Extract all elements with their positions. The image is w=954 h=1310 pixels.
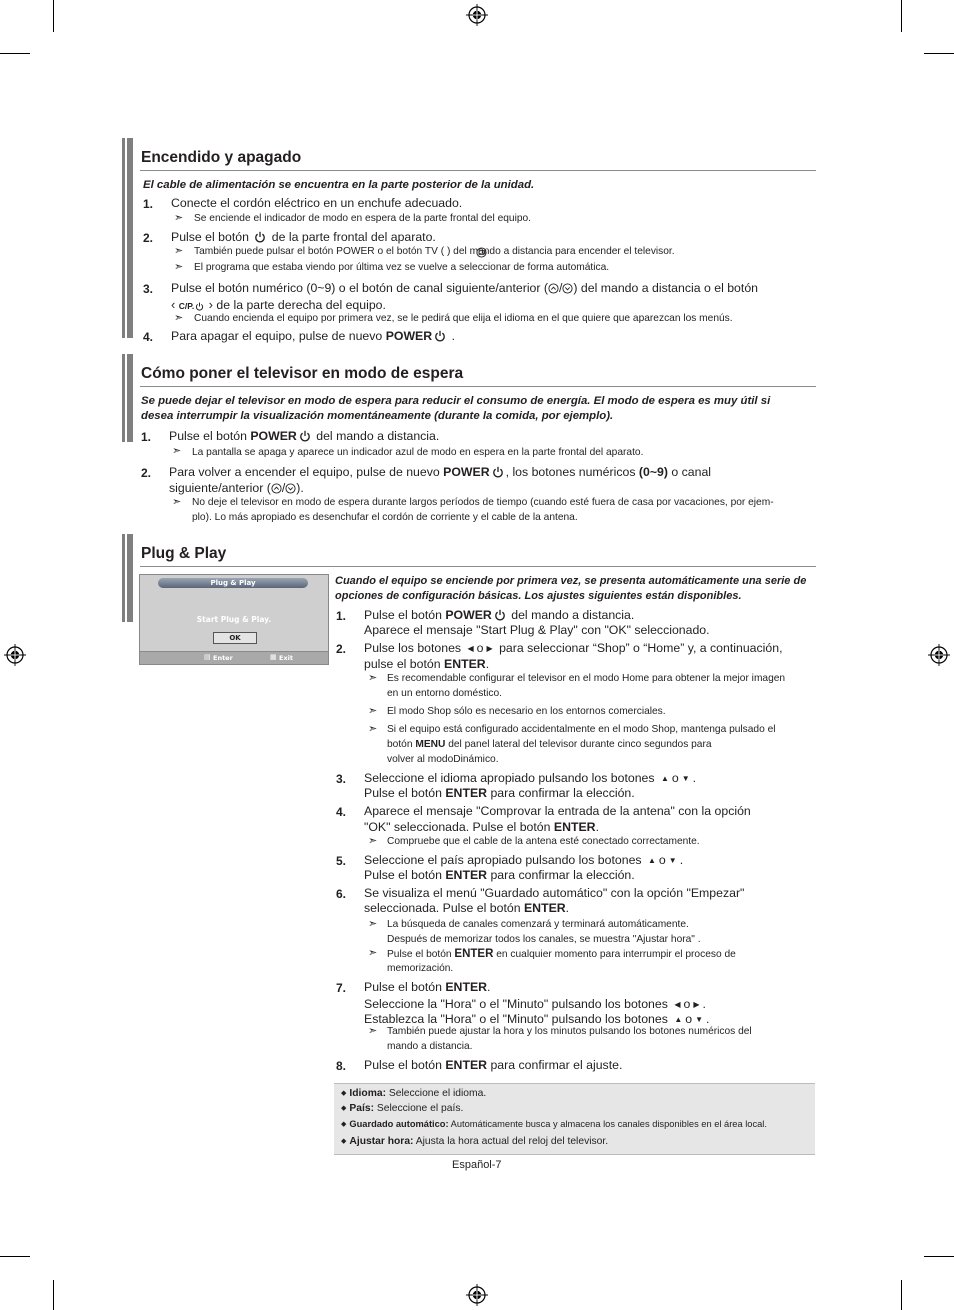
note-arrow-icon: ➣ xyxy=(174,244,184,257)
cp-button-label: C/P. xyxy=(178,301,195,311)
summary-item xyxy=(341,1136,608,1147)
step-text xyxy=(364,641,783,655)
section-intro-line2: opciones de configuración básicas. Los ajustes siguientes están disponibles. xyxy=(335,590,742,602)
step-text xyxy=(364,853,683,867)
step-text-c: o canal xyxy=(671,465,712,479)
step-text-a: Pulse el botón numérico (0~9) o el botón de canal siguiente/anterior ( xyxy=(171,281,548,295)
summary-label: Guardado automático: xyxy=(349,1119,449,1129)
enter-label: ENTER xyxy=(454,948,494,960)
note-text: mando a distancia. xyxy=(387,1041,473,1052)
step-text-e: ). xyxy=(296,481,304,495)
note-text: La búsqueda de canales comenzará y terminará automáticamente. xyxy=(387,919,689,930)
note-text-a: Pulse el botón xyxy=(387,949,452,960)
section-title: Encendido y apagado xyxy=(141,149,302,166)
step-text-b: para seleccionar “Shop” o “Home” y, a continuación, xyxy=(499,641,783,655)
note-text: La pantalla se apaga y aparece un indicador azul de modo en espera en la parte frontal del aparato. xyxy=(192,447,644,458)
step-text-a: Pulse el botón xyxy=(364,980,442,994)
section-header xyxy=(140,138,816,171)
tv-button-icon xyxy=(476,247,487,258)
arrow-down-icon: ▼ xyxy=(695,1015,703,1024)
step-text xyxy=(169,465,711,479)
step-text xyxy=(364,771,696,785)
step-number: 2. xyxy=(336,642,347,656)
step-text-a: Pulse el botón xyxy=(364,1058,442,1072)
arrow-right-icon: ▶ xyxy=(486,644,493,653)
diamond-bullet-icon: ◆ xyxy=(341,1138,347,1145)
step-number: 2. xyxy=(141,466,152,480)
chevron-left-icon: ‹ xyxy=(171,297,176,312)
step-text-c: de la parte derecha del equipo. xyxy=(216,298,386,312)
summary-item xyxy=(341,1103,463,1114)
chevron-right-icon: › xyxy=(208,297,213,312)
power-icon xyxy=(434,330,446,342)
power-icon xyxy=(254,231,266,243)
step-text-b: . xyxy=(451,329,455,343)
step-text-b: para confirmar el ajuste. xyxy=(490,1058,623,1072)
note-arrow-icon: ➣ xyxy=(172,495,182,508)
osd-footer xyxy=(140,651,328,664)
or-text: o xyxy=(685,1012,693,1026)
section-bar xyxy=(122,534,134,622)
summary-text: Automáticamente busca y almacena los canales disponibles en el área local. xyxy=(450,1119,767,1129)
channel-up-icon xyxy=(271,483,282,494)
summary-label: Ajustar hora: xyxy=(349,1136,414,1147)
section-title: Cómo poner el televisor en modo de espera xyxy=(141,365,464,382)
step-number: 4. xyxy=(143,330,154,344)
note-text: No deje el televisor en modo de espera durante largos períodos de tiempo (cuando esté fuera de casa por vacaciones, por ejem- xyxy=(192,497,774,508)
registration-mark-icon xyxy=(466,4,488,26)
or-text: o xyxy=(683,997,691,1011)
note-text: También puede ajustar la hora y los minutos pulsando los botones numéricos del xyxy=(387,1026,752,1037)
step-text xyxy=(171,230,436,244)
note-text xyxy=(387,948,736,960)
note-text: volver al modoDinámico. xyxy=(387,754,499,765)
channel-down-icon xyxy=(285,483,296,494)
enter-label: ENTER xyxy=(445,980,488,994)
osd-title: Plug & Play xyxy=(158,578,308,588)
section-bar xyxy=(122,138,134,338)
section-header xyxy=(140,534,816,567)
step-number: 1. xyxy=(143,197,154,211)
section-header xyxy=(140,354,816,387)
summary-text: Seleccione el país. xyxy=(376,1103,464,1114)
step-number: 6. xyxy=(336,887,347,901)
diamond-bullet-icon: ◆ xyxy=(341,1105,347,1112)
osd-ok-button: OK xyxy=(213,632,257,644)
step-text-b: . xyxy=(692,771,697,785)
arrow-up-icon: ▲ xyxy=(648,856,656,865)
summary-text: Ajusta la hora actual del reloj del televisor. xyxy=(415,1136,609,1147)
step-text: Pulse el botón numérico (0~9) o el botón de canal siguiente/anterior ( / ) del mando a distancia o el botón xyxy=(171,281,758,295)
or-text: o xyxy=(476,641,484,655)
crop-mark xyxy=(53,0,54,32)
enter-label: ENTER xyxy=(445,1058,488,1072)
crop-mark xyxy=(53,1280,54,1310)
step-text-line2: siguiente/anterior ( / ). xyxy=(169,481,304,495)
step-text-a: Pulse el botón xyxy=(364,608,442,622)
arrow-right-icon: ▶ xyxy=(693,1000,700,1009)
osd-plug-play-screen xyxy=(139,574,329,665)
note-arrow-icon: ➣ xyxy=(174,311,184,324)
note-text: Cuando encienda el equipo por primera vez, se le pedirá que elija el idioma en el que quiere que aparezcan los menús. xyxy=(194,313,733,324)
note-arrow-icon: ➣ xyxy=(368,946,378,959)
step-text-d: . xyxy=(595,820,599,834)
numeric-keys-label: (0~9) xyxy=(638,465,668,479)
power-icon xyxy=(494,609,506,621)
step-text-d: . xyxy=(485,657,490,671)
page-number: Español-7 xyxy=(452,1159,502,1171)
or-text: o xyxy=(658,853,666,867)
enter-label: ENTER xyxy=(445,868,488,882)
arrow-up-icon: ▲ xyxy=(660,774,669,783)
step-number: 2. xyxy=(143,231,154,245)
enter-label: ENTER xyxy=(553,820,596,834)
step-text: Conecte el cordón eléctrico en un enchufe adecuado. xyxy=(171,196,463,210)
step-text-a: Pulse el botón xyxy=(169,429,247,443)
note-text-b: en cualquier momento para interrumpir el proceso de xyxy=(496,949,736,960)
step-number: 3. xyxy=(336,772,347,786)
crop-mark xyxy=(0,53,30,54)
power-label: POWER xyxy=(250,429,297,443)
step-text-b: del mando a distancia. xyxy=(316,429,440,443)
step-text xyxy=(364,608,634,622)
crop-mark xyxy=(901,0,902,32)
section-intro-line1: Cuando el equipo se enciende por primera vez, se presenta automáticamente una serie de xyxy=(335,575,807,587)
step-number: 5. xyxy=(336,854,347,868)
step-text-a: Para volver a encender el equipo, pulse de nuevo xyxy=(169,465,440,479)
step-text xyxy=(364,980,490,994)
section-bar xyxy=(122,354,134,442)
arrow-left-icon: ◀ xyxy=(674,1000,681,1009)
note-arrow-icon: ➣ xyxy=(174,211,184,224)
section-intro-line1: Se puede dejar el televisor en modo de espera para reducir el consumo de energía. El modo de espera es muy útil si xyxy=(141,395,771,407)
summary-box xyxy=(334,1083,815,1155)
step-text-c: Pulse el botón xyxy=(364,868,442,882)
crop-mark xyxy=(901,1280,902,1310)
osd-exit-label: Exit xyxy=(279,654,293,662)
note-text: Se enciende el indicador de modo en espera de la parte frontal del equipo. xyxy=(194,213,531,224)
power-label: POWER xyxy=(443,465,490,479)
note-text: Es recomendable configurar el televisor en el modo Home para obtener la mejor imagen xyxy=(387,673,786,684)
step-text-line2 xyxy=(364,786,635,800)
step-text-e: Establezca la "Hora" o el "Minuto" pulsando los botones xyxy=(364,1012,668,1026)
power-icon xyxy=(195,302,204,311)
step-text-a: Seleccione el idioma apropiado pulsando los botones xyxy=(364,771,655,785)
enter-icon: ▤ xyxy=(204,653,211,661)
or-text: o xyxy=(671,771,679,785)
section-title: Plug & Play xyxy=(141,545,227,562)
note-text: El modo Shop sólo es necesario en los entornos comerciales. xyxy=(387,706,666,717)
step-number: 4. xyxy=(336,805,347,819)
enter-label: ENTER xyxy=(523,901,566,915)
step-text-c: seleccionada. Pulse el botón xyxy=(364,901,521,915)
note-arrow-icon: ➣ xyxy=(368,834,378,847)
note-text: Compruebe que el cable de la antena esté conectado correctamente. xyxy=(387,836,700,847)
arrow-left-icon: ◀ xyxy=(467,644,474,653)
osd-message: Start Plug & Play. xyxy=(196,615,272,624)
summary-item xyxy=(341,1119,767,1129)
step-text-f: . xyxy=(706,1012,710,1026)
crop-mark xyxy=(0,1256,30,1257)
section-intro: El cable de alimentación se encuentra en la parte posterior de la unidad. xyxy=(143,179,535,191)
summary-label: País: xyxy=(349,1103,375,1114)
step-text-a: Seleccione el país apropiado pulsando los botones xyxy=(364,853,642,867)
note-text: Después de memorizar todos los canales, se muestra "Ajustar hora" . xyxy=(387,934,701,945)
step-text-a: Para apagar el equipo, pulse de nuevo xyxy=(171,329,383,343)
note-arrow-icon: ➣ xyxy=(368,722,378,735)
step-text-b: , los botones numéricos xyxy=(505,465,636,479)
step-text-line2: Aparece el mensaje "Start Plug & Play" con "OK" seleccionado. xyxy=(364,623,710,637)
step-text-line2 xyxy=(364,820,599,834)
step-text-d: para confirmar la elección. xyxy=(490,786,635,800)
menu-label: MENU xyxy=(415,739,446,750)
note-text: El programa que estaba viendo por última vez se vuelve a seleccionar de forma automática. xyxy=(194,262,610,273)
step-number: 1. xyxy=(336,609,347,623)
exit-icon: ▦ xyxy=(270,653,277,661)
note-text: También puede pulsar el botón POWER o el botón TV ( ) del mando a distancia para encender el televisor. xyxy=(194,246,675,257)
osd-enter-label: Enter xyxy=(213,654,233,662)
diamond-bullet-icon: ◆ xyxy=(341,1121,347,1128)
note-text-b: del panel lateral del televisor durante cinco segundos para xyxy=(448,739,712,750)
power-icon xyxy=(492,466,504,478)
step-text-line2 xyxy=(364,901,569,915)
step-text-c: "OK" seleccionada. Pulse el botón xyxy=(364,820,551,834)
note-text-a: botón xyxy=(387,739,413,750)
channel-up-icon xyxy=(548,283,559,294)
registration-mark-icon xyxy=(466,1284,488,1306)
summary-text: Seleccione el idioma. xyxy=(388,1088,487,1099)
step-text xyxy=(169,429,439,443)
step-text-line2 xyxy=(364,997,706,1011)
note-arrow-icon: ➣ xyxy=(368,1024,378,1037)
power-label: POWER xyxy=(385,329,433,343)
enter-label: ENTER xyxy=(444,657,486,671)
step-text-d: . xyxy=(565,901,570,915)
arrow-down-icon: ▼ xyxy=(668,856,677,865)
step-text: Se visualiza el menú "Guardado automático" con la opción "Empezar" xyxy=(364,886,745,900)
registration-mark-icon xyxy=(928,644,950,666)
note-arrow-icon: ➣ xyxy=(174,260,184,273)
section-intro-line2: desea interrumpir la visualización momentáneamente (durante la comida, por ejemplo). xyxy=(141,410,614,422)
note-text xyxy=(387,739,712,750)
step-text-c: Pulse el botón xyxy=(364,786,442,800)
step-number: 3. xyxy=(143,282,154,296)
step-text-c: pulse el botón xyxy=(364,657,441,671)
diamond-bullet-icon: ◆ xyxy=(341,1090,347,1097)
step-text-b: ) del mando a distancia o el botón xyxy=(573,281,758,295)
channel-down-icon xyxy=(562,283,573,294)
power-icon xyxy=(299,430,311,442)
note-text: Si el equipo está configurado accidentalmente en el modo Shop, mantenga pulsado el xyxy=(387,724,776,735)
step-text-d: para confirmar la elección. xyxy=(490,868,635,882)
crop-mark xyxy=(924,53,954,54)
step-text-b: . xyxy=(487,980,491,994)
step-number: 8. xyxy=(336,1059,347,1073)
step-number: 7. xyxy=(336,981,347,995)
step-text-a: Pulse los botones xyxy=(364,641,462,655)
note-text: en un entorno doméstico. xyxy=(387,688,502,699)
step-text-b: . xyxy=(679,853,684,867)
step-number: 1. xyxy=(141,430,152,444)
registration-mark-icon xyxy=(4,644,26,666)
step-text-line2 xyxy=(364,657,489,671)
note-arrow-icon: ➣ xyxy=(368,917,378,930)
crop-mark xyxy=(924,1256,954,1257)
step-text xyxy=(171,329,455,343)
arrow-down-icon: ▼ xyxy=(681,774,690,783)
summary-label: Idioma: xyxy=(349,1088,387,1099)
step-text-d: siguiente/anterior ( xyxy=(169,481,271,495)
step-text-a: Pulse el botón xyxy=(171,230,249,244)
enter-label: ENTER xyxy=(445,786,488,800)
step-text: Aparece el mensaje "Comprovar la entrada de la antena" con la opción xyxy=(364,804,751,818)
step-text-b: de la parte frontal del aparato. xyxy=(271,230,436,244)
arrow-up-icon: ▲ xyxy=(674,1015,683,1024)
power-label: POWER xyxy=(445,608,492,622)
step-text-line2 xyxy=(171,297,386,312)
step-text-d: . xyxy=(702,997,706,1011)
step-text-line3 xyxy=(364,1012,709,1026)
step-text xyxy=(364,1058,622,1072)
note-arrow-icon: ➣ xyxy=(368,671,378,684)
note-arrow-icon: ➣ xyxy=(368,704,378,717)
note-text: memorización. xyxy=(387,963,454,974)
step-text-b: del mando a distancia. xyxy=(511,608,635,622)
summary-item xyxy=(341,1088,486,1099)
step-text-line2 xyxy=(364,868,635,882)
note-text: plo). Lo más apropiado es desenchufar el cordón de corriente y el cable de la antena. xyxy=(192,512,578,523)
step-text-c: Seleccione la "Hora" o el "Minuto" pulsando los botones xyxy=(364,997,668,1011)
note-arrow-icon: ➣ xyxy=(172,444,182,457)
